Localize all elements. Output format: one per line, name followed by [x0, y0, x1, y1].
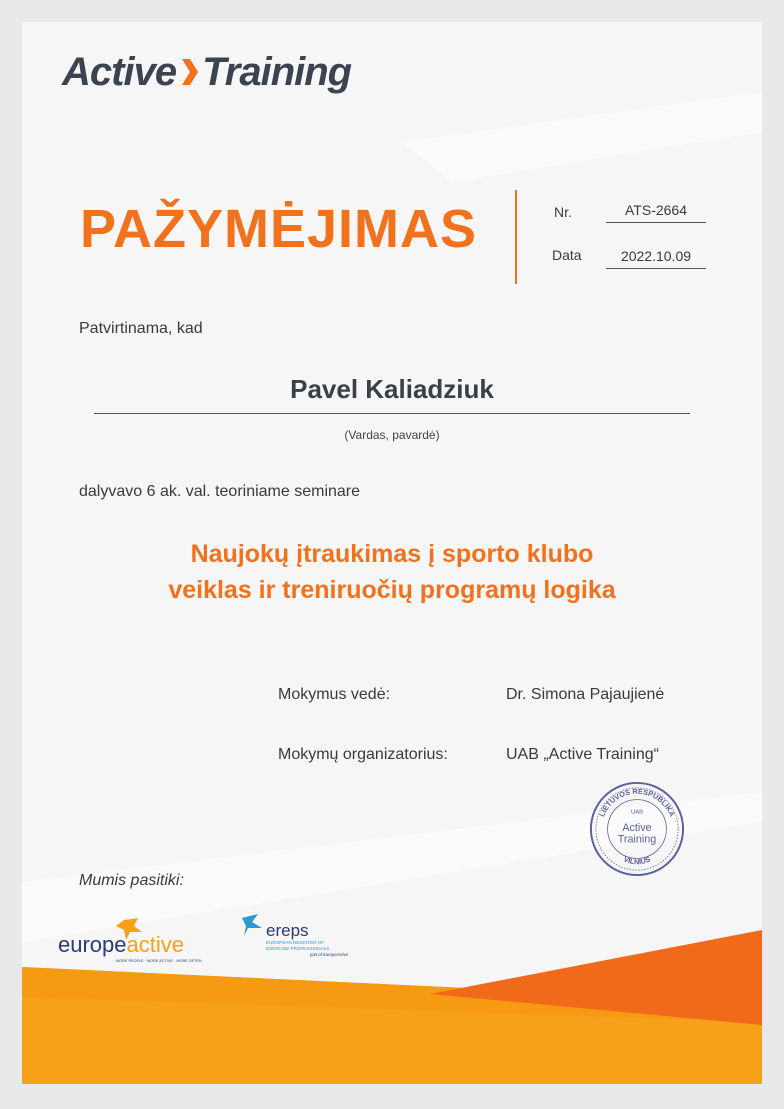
name-caption: (Vardas, pavardė): [344, 428, 440, 442]
attended-text: dalyvavo 6 ak. val. teoriniame seminare: [79, 483, 361, 500]
logo-text-left: Active: [62, 50, 177, 94]
nr-label: Nr.: [554, 204, 572, 220]
europeactive-text-left: europe: [58, 932, 127, 957]
organizer-label: Mokymų organizatorius:: [278, 746, 448, 763]
organizer-value: UAB „Active Training“: [506, 746, 659, 763]
ereps-line2: EXERCISE PROFESSIONALS: [266, 946, 330, 951]
trusted-by-label: Mumis pasitiki:: [79, 872, 184, 889]
course-title: [62, 536, 722, 608]
recipient-name: Pavel Kaliadziuk: [94, 374, 690, 414]
seal-top-small: UAB: [630, 809, 644, 816]
svg-text:VILNIUS: [622, 854, 652, 866]
date-value: 2022.10.09: [606, 248, 706, 269]
svg-text:europeactive: [58, 932, 184, 957]
confirm-text: Patvirtinama, kad: [79, 320, 203, 337]
logo-text-right: Training: [202, 50, 352, 94]
seal-ring-text: LIETUVOS RESPUBLIKA: [597, 786, 677, 819]
ereps-text: ereps: [266, 921, 309, 940]
instructor-label: Mokymus vedė:: [278, 686, 391, 703]
seal-bottom-text: VILNIUS: [622, 854, 652, 867]
certificate-page: [22, 22, 762, 1084]
title-divider: [515, 190, 517, 284]
ereps-logo: [240, 912, 390, 962]
active-training-logo: [62, 50, 351, 95]
seal-center-line2: Training: [617, 833, 657, 846]
course-title-line2: veiklas ir treniruočių programų logika: [168, 576, 616, 604]
date-label: Data: [552, 247, 582, 263]
certificate-title: PAŽYMĖJIMAS: [80, 199, 478, 259]
nr-value: ATS-2664: [606, 202, 706, 223]
chevron-icon: [178, 57, 200, 87]
europeactive-logo: [58, 918, 208, 966]
ereps-icon: [242, 914, 262, 936]
europeactive-text-right: active: [126, 932, 184, 957]
course-title-line1: Naujokų įtraukimas į sporto klubo: [190, 540, 594, 568]
official-seal: [588, 780, 686, 878]
europeactive-tagline: MORE PEOPLE · MORE ACTIVE · MORE OFTEN: [116, 959, 202, 963]
instructor-value: Dr. Simona Pajaujienė: [506, 686, 665, 703]
seal-center-line1: Active: [622, 821, 652, 834]
ereps-line1: EUROPEAN REGISTER OF: [266, 940, 325, 945]
ereps-line3: part of EuropeActive: [310, 952, 348, 957]
